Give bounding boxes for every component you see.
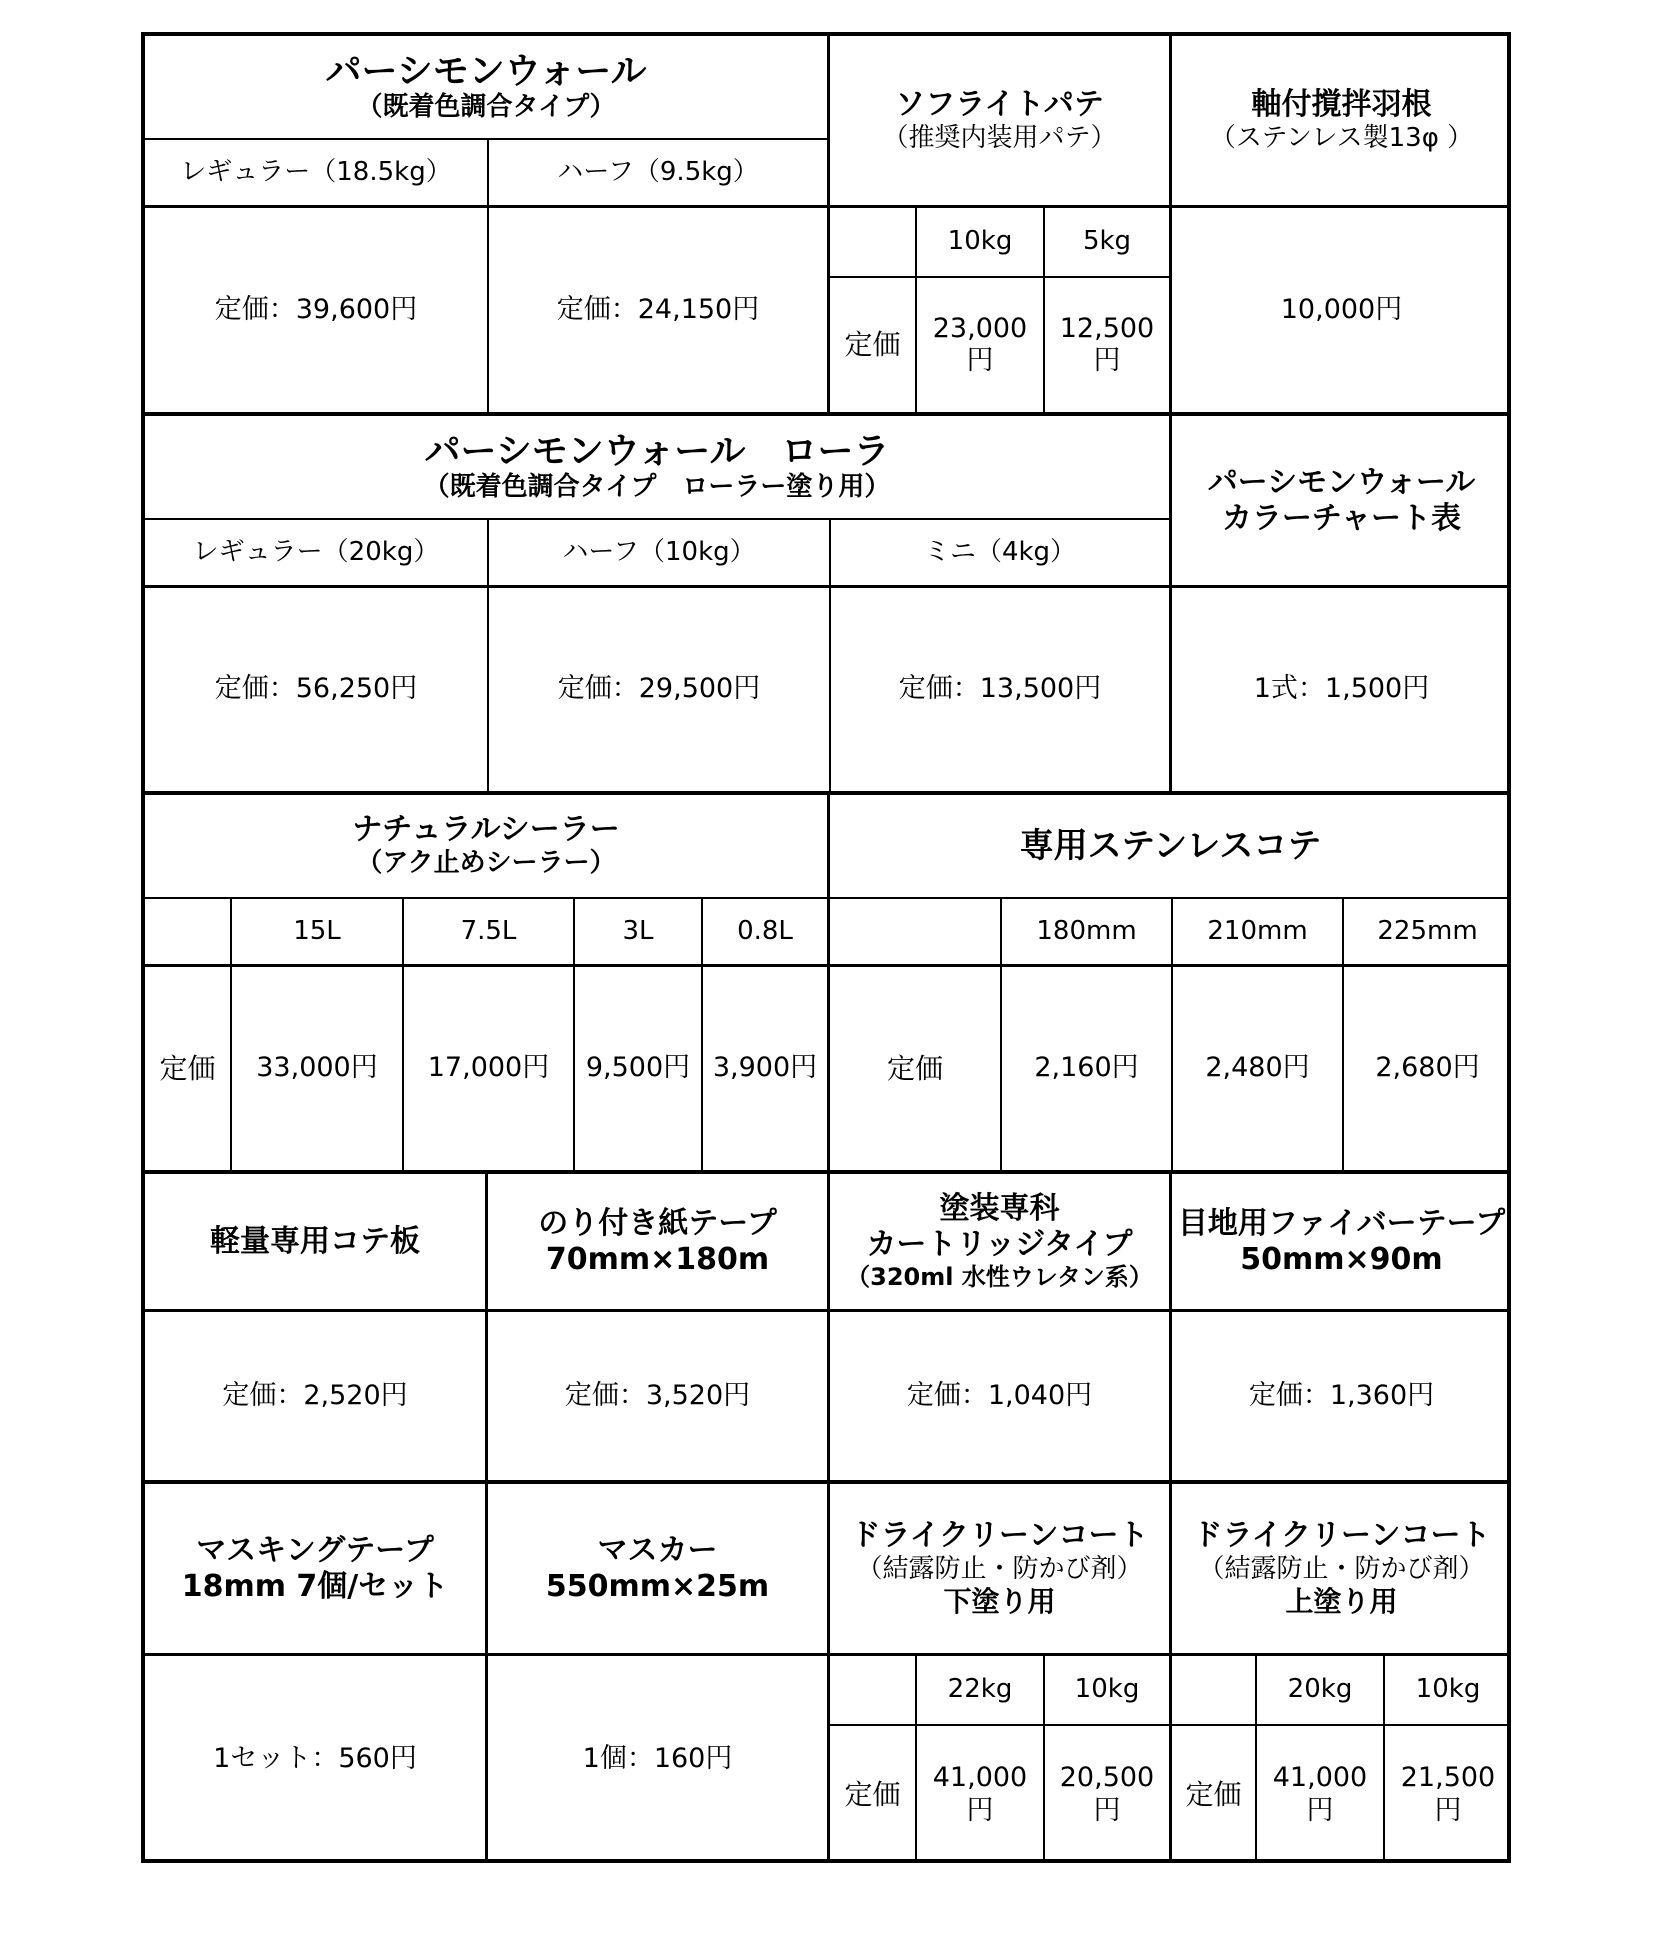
b6-price-15l: 33,000円	[231, 967, 403, 1174]
b6-subtitle: （アク止めシーラー）	[356, 848, 616, 879]
b2-header	[830, 36, 1172, 208]
b13-header	[488, 1484, 830, 1656]
b14-price-label: 定価	[830, 1725, 916, 1863]
b6-size-3l: 3L	[574, 898, 702, 967]
b5-header	[1172, 416, 1511, 588]
b5-title-line2: カラーチャート表	[1221, 500, 1462, 536]
b2-price-10kg: 23,000 円	[916, 277, 1044, 416]
b9-price: 定価：3,520円	[488, 1312, 830, 1484]
b11-title-line2: 50mm×90m	[1240, 1241, 1443, 1277]
b14-price-10kg: 20,500 円	[1044, 1725, 1172, 1863]
b4-size-mini: ミニ（4kg）	[830, 519, 1172, 588]
b4-price-mini: 定価：13,500円	[830, 588, 1172, 795]
b15-price-label: 定価	[1172, 1725, 1256, 1863]
b10-subtitle: （320ml 水性ウレタン系）	[846, 1263, 1153, 1292]
b2-corner	[830, 208, 916, 277]
b2-size-10kg: 10kg	[916, 208, 1044, 277]
b1-price-half: 定価：24,150円	[488, 208, 830, 416]
b7-price-210mm: 2,480円	[1172, 967, 1343, 1174]
price-list-table	[141, 32, 1511, 1863]
b11-price: 定価：1,360円	[1172, 1312, 1511, 1484]
b11-title-line1: 目地用ファイバーテープ	[1177, 1205, 1506, 1241]
b12-price: 1セット：560円	[145, 1656, 488, 1863]
b15-title: ドライクリーンコート	[1192, 1518, 1491, 1554]
b15-price-20kg: 41,000 円	[1256, 1725, 1384, 1863]
b5-price: 1式：1,500円	[1172, 588, 1511, 795]
b2-subtitle: （推奨内装用パテ）	[882, 122, 1117, 153]
b6-price-label: 定価	[145, 967, 231, 1174]
b10-title-line2: カートリッジタイプ	[866, 1227, 1133, 1263]
b7-price-180mm: 2,160円	[1001, 967, 1172, 1174]
b11-header	[1172, 1174, 1511, 1312]
b10-header	[830, 1174, 1172, 1312]
b1-title: パーシモンウォール	[325, 50, 647, 92]
b14-header	[830, 1484, 1172, 1656]
b4-price-regular: 定価：56,250円	[145, 588, 488, 795]
b4-size-half: ハーフ（10kg）	[488, 519, 830, 588]
b2-title: ソフライトパテ	[895, 86, 1104, 122]
b3-subtitle: （ステンレス製13φ ）	[1209, 122, 1474, 153]
b14-usage: 下塗り用	[943, 1585, 1056, 1619]
b7-corner	[830, 898, 1001, 967]
b9-title-line2: 70mm×180m	[545, 1241, 770, 1277]
b10-title-line1: 塗装専科	[939, 1191, 1060, 1227]
b8-title: 軽量専用コテ板	[210, 1223, 420, 1259]
b12-title-line1: マスキングテープ	[196, 1532, 434, 1568]
b7-title: 専用ステンレスコテ	[1019, 825, 1322, 866]
b12-header	[145, 1484, 488, 1656]
b5-title-line1: パーシモンウォール	[1207, 464, 1476, 500]
b6-corner	[145, 898, 231, 967]
b9-title-line1: のり付き紙テープ	[538, 1205, 777, 1241]
b15-corner	[1172, 1656, 1256, 1725]
b7-price-225mm: 2,680円	[1343, 967, 1511, 1174]
b3-title: 軸付撹拌羽根	[1251, 86, 1432, 122]
b7-size-210mm: 210mm	[1172, 898, 1343, 967]
b4-size-regular: レギュラー（20kg）	[145, 519, 488, 588]
b7-header	[830, 795, 1511, 898]
b14-subtitle: （結露防止・防かび剤）	[856, 1554, 1143, 1585]
b4-price-half: 定価：29,500円	[488, 588, 830, 795]
b4-title: パーシモンウォール ローラ	[424, 430, 890, 472]
b14-size-22kg: 22kg	[916, 1656, 1044, 1725]
b1-size-regular: レギュラー（18.5kg）	[145, 139, 488, 208]
b6-header	[145, 795, 830, 898]
b8-header	[145, 1174, 488, 1312]
b4-header	[145, 416, 1172, 519]
b3-price: 10,000円	[1172, 208, 1511, 416]
b13-price: 1個：160円	[488, 1656, 830, 1863]
b1-price-regular: 定価：39,600円	[145, 208, 488, 416]
b9-header	[488, 1174, 830, 1312]
b6-size-7-5l: 7.5L	[403, 898, 574, 967]
b14-title: ドライクリーンコート	[850, 1518, 1149, 1554]
b7-size-225mm: 225mm	[1343, 898, 1511, 967]
b2-size-5kg: 5kg	[1044, 208, 1172, 277]
b13-title-line2: 550mm×25m	[545, 1568, 770, 1604]
b3-header	[1172, 36, 1511, 208]
b1-header	[145, 36, 830, 139]
b6-size-0-8l: 0.8L	[702, 898, 830, 967]
b15-size-20kg: 20kg	[1256, 1656, 1384, 1725]
b14-corner	[830, 1656, 916, 1725]
b1-subtitle: （既着色調合タイプ）	[356, 92, 616, 123]
b15-usage: 上塗り用	[1285, 1585, 1398, 1619]
b6-title: ナチュラルシーラー	[352, 812, 620, 848]
b7-price-label: 定価	[830, 967, 1001, 1174]
b15-subtitle: （結露防止・防かび剤）	[1198, 1554, 1485, 1585]
b13-title-line1: マスカー	[597, 1532, 718, 1568]
b1-size-half: ハーフ（9.5kg）	[488, 139, 830, 208]
b6-price-7-5l: 17,000円	[403, 967, 574, 1174]
b6-price-0-8l: 3,900円	[702, 967, 830, 1174]
b15-header	[1172, 1484, 1511, 1656]
b14-size-10kg: 10kg	[1044, 1656, 1172, 1725]
b15-size-10kg: 10kg	[1384, 1656, 1511, 1725]
b8-price: 定価：2,520円	[145, 1312, 488, 1484]
b6-size-15l: 15L	[231, 898, 403, 967]
b7-size-180mm: 180mm	[1001, 898, 1172, 967]
b6-price-3l: 9,500円	[574, 967, 702, 1174]
b2-price-5kg: 12,500 円	[1044, 277, 1172, 416]
b4-subtitle: （既着色調合タイプ ローラー塗り用）	[423, 472, 891, 503]
b10-price: 定価：1,040円	[830, 1312, 1172, 1484]
b15-price-10kg: 21,500 円	[1384, 1725, 1511, 1863]
b14-price-22kg: 41,000 円	[916, 1725, 1044, 1863]
b2-price-label: 定価	[830, 277, 916, 416]
b12-title-line2: 18mm 7個/セット	[181, 1568, 449, 1604]
